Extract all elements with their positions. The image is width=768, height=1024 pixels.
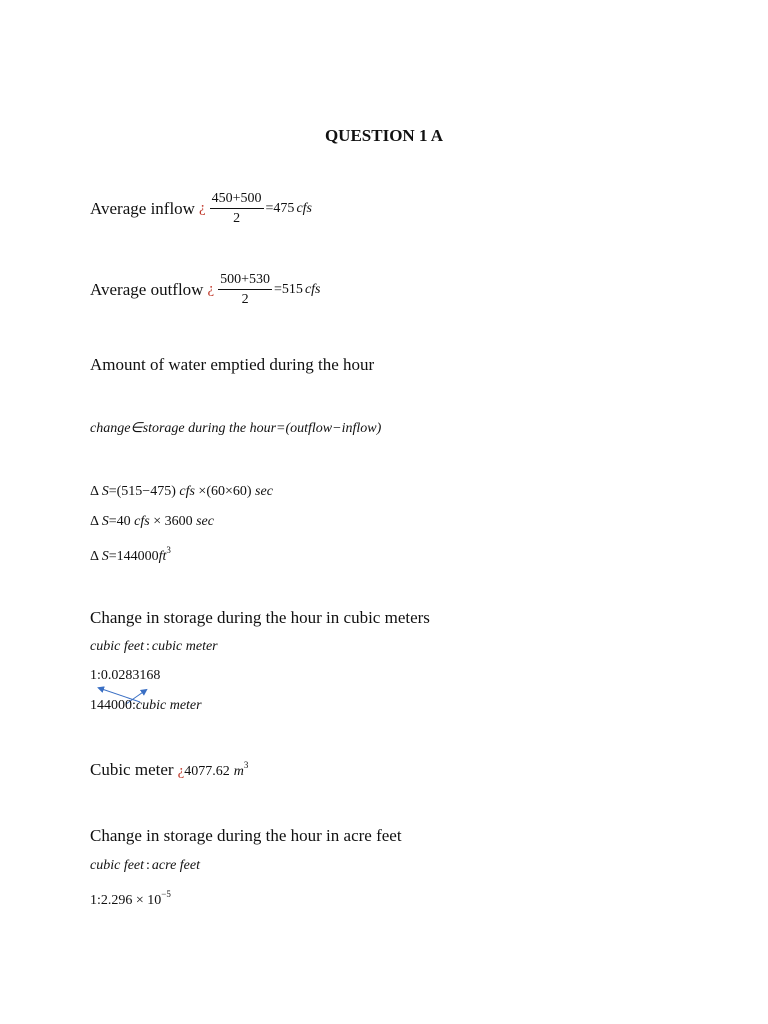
ratio-label-acre-feet: acre feet bbox=[151, 858, 200, 873]
acre-ratio-exponent: −5 bbox=[161, 889, 171, 899]
unit-ft: ft bbox=[158, 549, 167, 564]
inflow-result: =475 bbox=[265, 200, 295, 216]
acre-ratio-values bbox=[90, 889, 171, 909]
outflow-result: =515 bbox=[274, 281, 303, 297]
ratio-rhs-cubic: cubic bbox=[135, 698, 167, 713]
page-title: QUESTION 1 A bbox=[324, 126, 444, 145]
ratio-label-cubic-meter: cubic meter bbox=[151, 639, 218, 654]
cubic-meter-exponent: 3 bbox=[243, 760, 249, 770]
delta-symbol: Δ bbox=[90, 514, 99, 529]
delta-symbol: Δ bbox=[90, 549, 99, 564]
unit-cfs: cfs bbox=[179, 484, 195, 499]
s-variable: S bbox=[101, 514, 109, 529]
delta-expression: =40 bbox=[108, 514, 131, 529]
outflow-glyph: ¿ bbox=[207, 281, 215, 297]
outflow-numerator: 500+530 bbox=[218, 271, 272, 290]
average-inflow-line bbox=[90, 190, 312, 227]
inflow-glyph: ¿ bbox=[198, 200, 206, 216]
unit-sec: sec bbox=[196, 514, 214, 529]
water-emptied-heading: Amount of water emptied during the hour bbox=[90, 355, 375, 374]
storage-formula-rhs: =(outflow−inflow) bbox=[276, 421, 382, 436]
delta-symbol: Δ bbox=[90, 484, 99, 499]
s-variable: S bbox=[101, 484, 109, 499]
delta-expression: =(515−475) bbox=[108, 484, 176, 499]
cubic-meter-glyph: ¿ bbox=[177, 763, 185, 779]
cubic-meter-result bbox=[90, 760, 248, 780]
outflow-fraction bbox=[218, 271, 272, 308]
ratio-lhs: 144000: bbox=[90, 698, 136, 713]
delta-s-line-3 bbox=[90, 545, 171, 565]
cubic-ratio-values: 1:0.0283168 bbox=[90, 668, 161, 683]
inflow-numerator: 450+500 bbox=[210, 190, 264, 209]
cubic-meter-value: 4077.62 bbox=[184, 764, 230, 779]
unit-sec: sec bbox=[255, 484, 273, 499]
storage-formula-lhs: change∈storage during the hour bbox=[90, 421, 277, 436]
inflow-denominator: 2 bbox=[233, 211, 241, 226]
ratio-colon: : bbox=[146, 858, 150, 873]
ratio-label-cubic-feet: cubic feet bbox=[90, 639, 145, 654]
delta-s-line-1 bbox=[90, 484, 273, 500]
outflow-unit: cfs bbox=[304, 281, 321, 297]
storage-formula bbox=[90, 420, 381, 437]
cubic-meter-label: Cubic meter bbox=[90, 760, 174, 779]
inflow-unit: cfs bbox=[296, 200, 312, 216]
time-expression: × 3600 bbox=[153, 514, 193, 529]
acre-ratio-number: 1:2.296 × 10 bbox=[90, 893, 162, 908]
ratio-label-cubic-feet: cubic feet bbox=[90, 858, 145, 873]
acre-ratio-labels bbox=[90, 858, 200, 874]
acre-feet-heading: Change in storage during the hour in acre feet bbox=[90, 826, 402, 845]
unit-cfs: cfs bbox=[134, 514, 150, 529]
exponent: 3 bbox=[166, 545, 171, 555]
outflow-denominator: 2 bbox=[241, 292, 249, 307]
delta-s-line-2 bbox=[90, 514, 214, 530]
s-variable: S bbox=[101, 549, 109, 564]
inflow-fraction bbox=[210, 190, 264, 227]
delta-expression: =144000 bbox=[108, 549, 159, 564]
cubic-meters-heading: Change in storage during the hour in cubic meters bbox=[90, 608, 430, 627]
time-expression: ×(60×60) bbox=[198, 484, 252, 499]
cubic-ratio-labels bbox=[90, 639, 218, 655]
outflow-label: Average outflow bbox=[90, 279, 204, 299]
average-outflow-line bbox=[90, 271, 321, 308]
inflow-label: Average inflow bbox=[90, 198, 195, 218]
ratio-rhs-meter: meter bbox=[169, 698, 202, 713]
cubic-ratio-line-2 bbox=[90, 698, 202, 714]
ratio-colon: : bbox=[146, 639, 150, 654]
cubic-meter-unit: m bbox=[233, 764, 244, 779]
